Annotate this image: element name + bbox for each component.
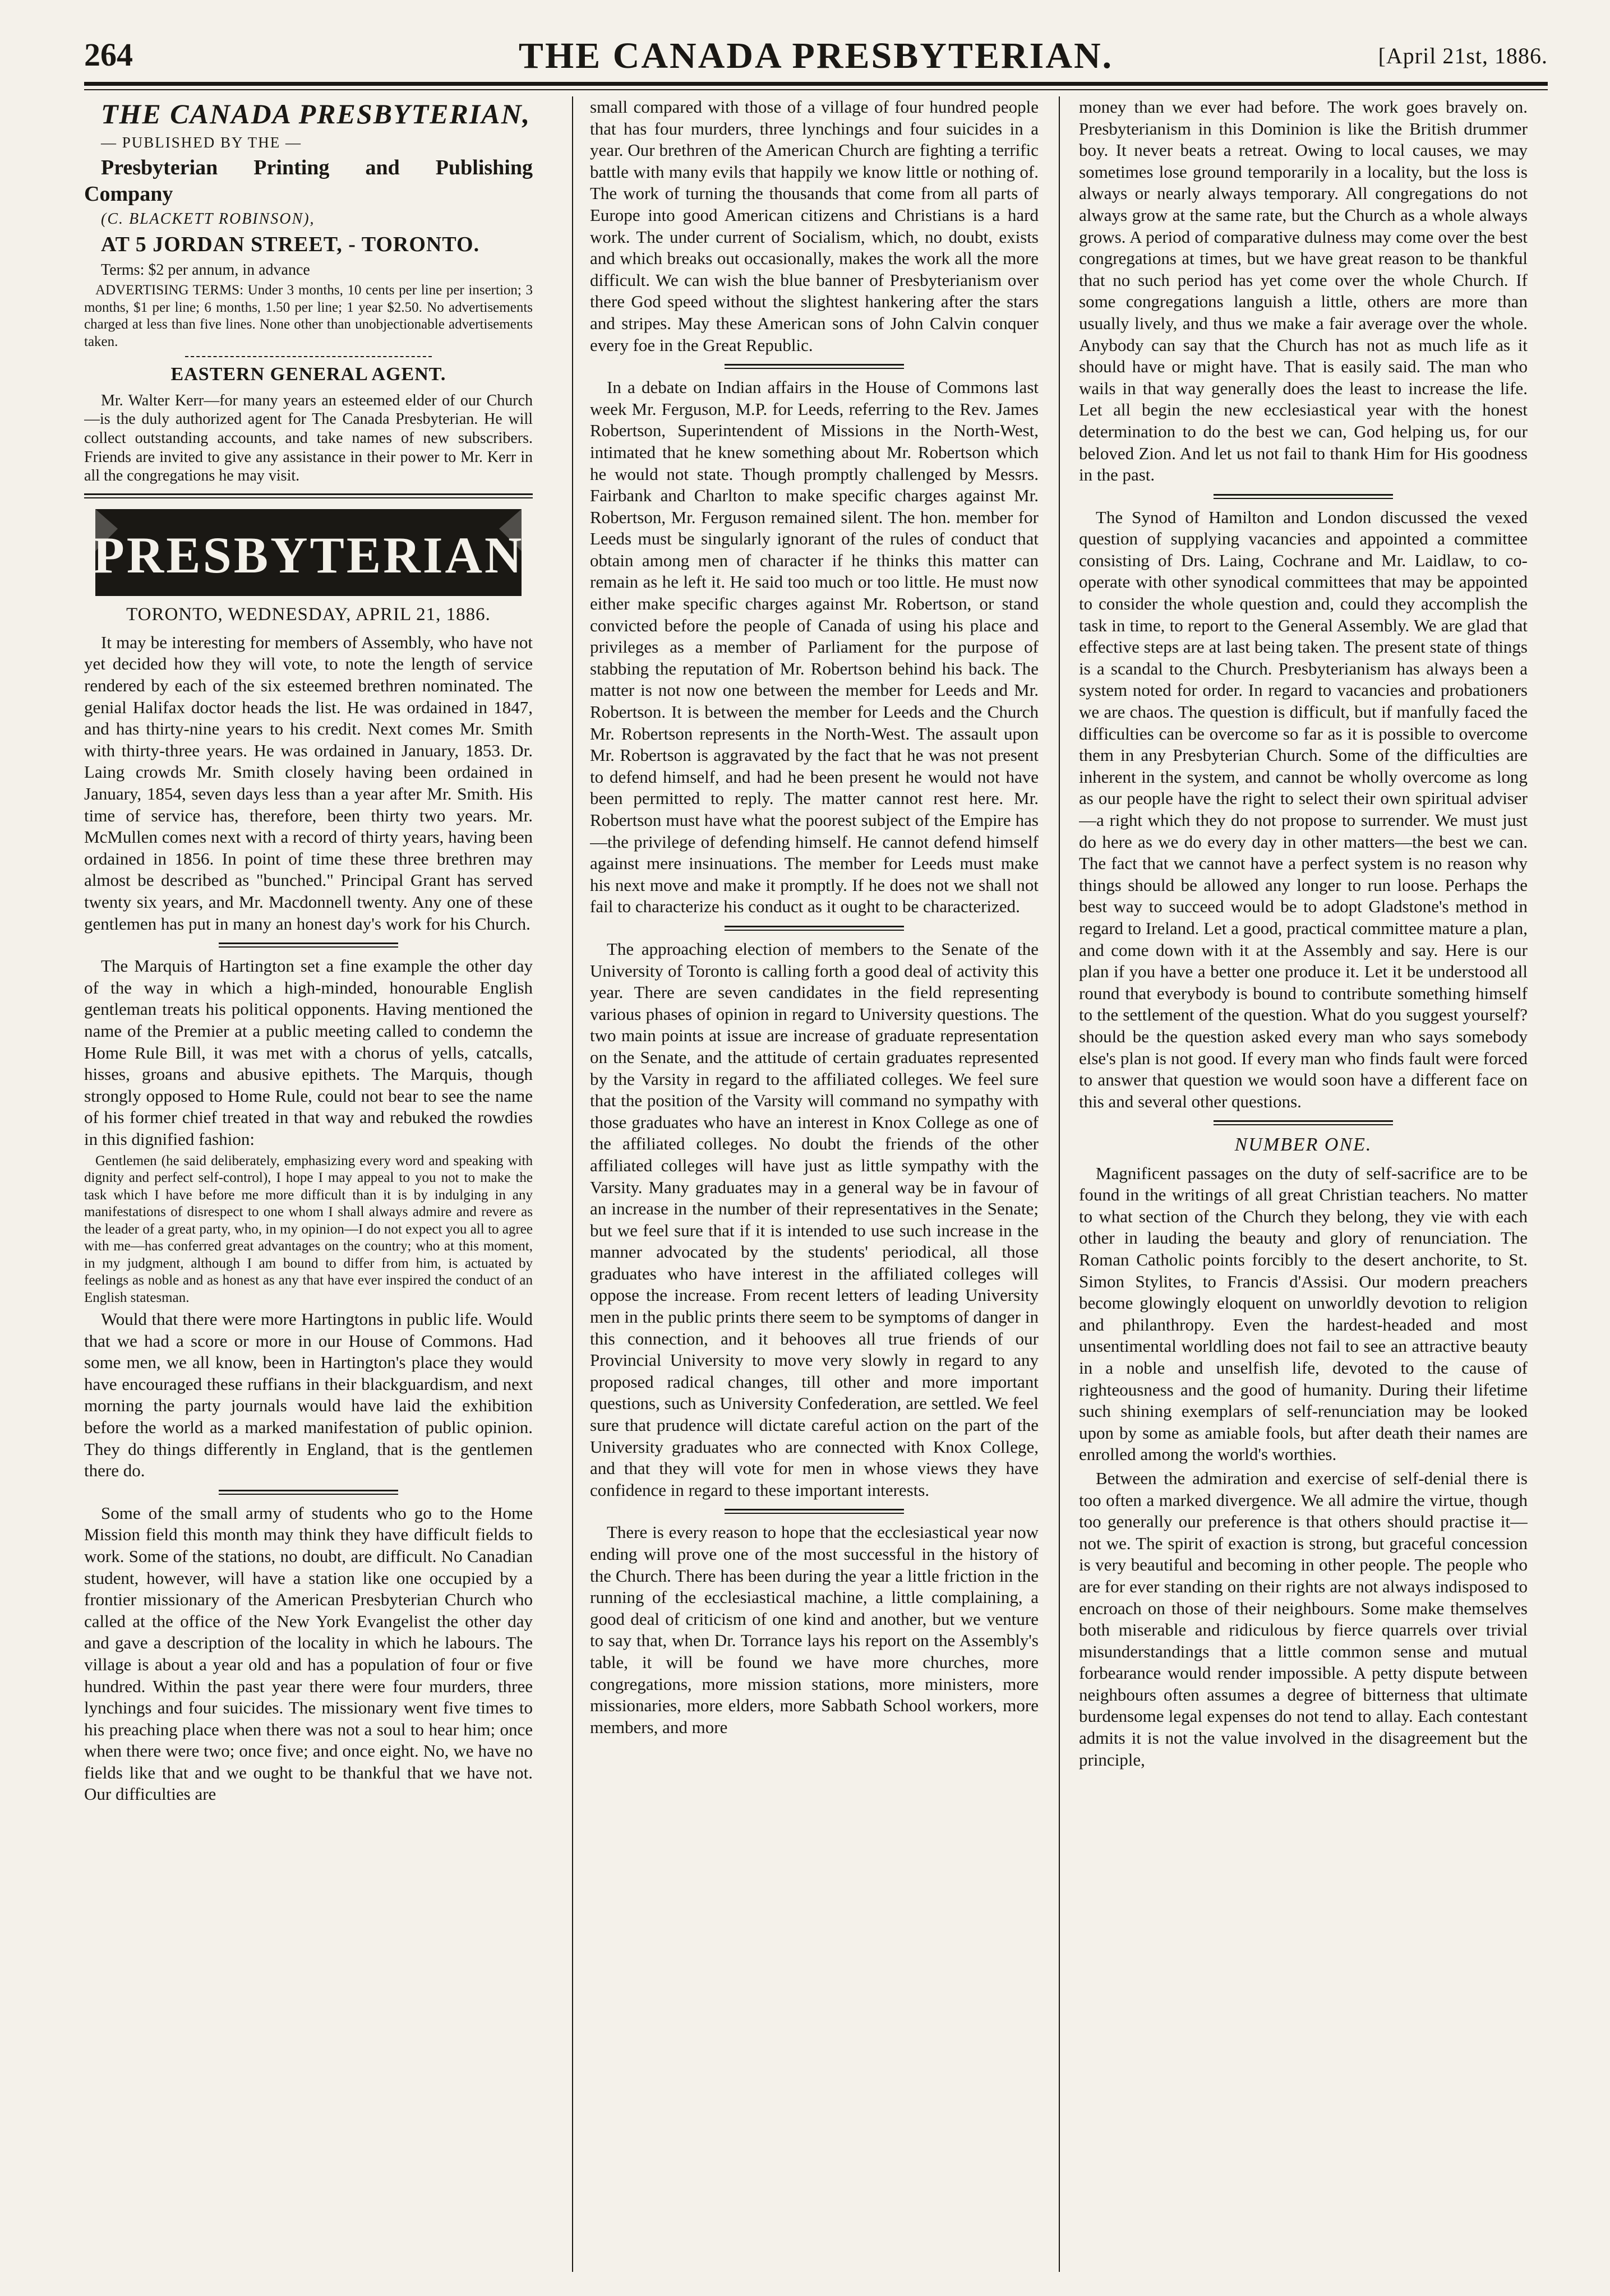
divider bbox=[1214, 494, 1393, 499]
article-number-one-cont: Between the admiration and exercise of self-denial there is too often a marked divergence. We all admire the virtue, though too generally our preference is that others should practise it—not we. The spirit of exaction is strong, but graceful concession is very beautiful and becoming in other people. The people who are for ever standing on their rights are not always indisposed to encroach on those of their neighbours. Some make themselves both miserable and ridiculous by fierce quarrels over trivial misunderstandings that a little common sense and mutual forbearance would render impossible. A petty dispute between neighbours often assumes a degree of bitterness that ultimate burdensome legal expenses do not tend to allay. Each contestant admits it is not the value involved in the disagreement but the principle, bbox=[1079, 1468, 1528, 1770]
header-rule bbox=[84, 82, 1548, 90]
masthead-person: (C. BLACKETT ROBINSON), bbox=[101, 210, 315, 228]
column-divider bbox=[1059, 96, 1060, 2272]
divider bbox=[1214, 1120, 1393, 1125]
article-assembly: It may be interesting for members of Assembly, who have not yet decided how they will vote, to note the length of service rendered by each of the six esteemed brethren nominated. The genial Halifax doctor heads the list. He was ordained in 1847, and has thirty-nine years to his credit. Next comes Mr. Smith with thirty-three years. He was ordained in January, 1853. Dr. Laing crowds Mr. Smith closely having been ordained in January, 1854, seven days less than a year after Mr. Smith. His time of service has, therefore, been thirty two years. Mr. McMullen comes next with a record of thirty years, having been ordained in 1856. In point of time these three brethren may almost be described as "bunched." Principal Grant has served twenty six years, and Mr. Macdonnell twenty. Any one of these gentlemen has put in many an honest day's work for his Church. bbox=[84, 632, 533, 934]
presbyterian-banner bbox=[84, 506, 533, 599]
article-synod: The Synod of Hamilton and London discussed the vexed question of supplying vacancies and appointed a committee consisting of Drs. Laing, Cochrane and Mr. Laidlaw, to co-operate with other synodical committees that may be appointed to consider the whole question and, could they accomplish the task in time, to report to the General Assembly. We are glad that effective steps are at last being taken. The present state of things is a scandal to the Church. Presbyterianism has always been a system noted for order. In regard to vacancies and probationers we are chaos. The question is difficult, but if manfully faced the difficulties can be overcome so far as it is possible to overcome them in any Presbyterian Church. Some of the difficulties are inherent in the system, and cannot be wholly overcome as long as our people have the right to select their own spiritual adviser—a right which they do not propose to surrender. We must just do here as we do every day in other matters—the best we can. The fact that we cannot have a perfect system is no reason why things should be allowed any longer to run loose. Perhaps the best way to succeed would be to adopt Gladstone's method in regard to Ireland. Let a good, practical committee mature a plan, and come down with it at the Assembly and say. Here is our plan if you have a better one produce it. Let it be understood all round that everybody is bound to contribute something himself to the settlement of the question. What do you suggest yourself? should be the question asked every man who says somebody else's plan is not good. If every man who finds fault were forced to answer that question we would soon have a different face on this and several other questions. bbox=[1079, 507, 1528, 1111]
divider bbox=[725, 926, 904, 931]
agent-heading: EASTERN GENERAL AGENT. bbox=[170, 364, 446, 385]
masthead-terms: Terms: $2 per annum, in advance bbox=[101, 261, 310, 279]
article-ecclesiastical-cont: money than we ever had before. The work goes bravely on. Presbyterianism in this Dominion is like the British drummer boy. It never beats a retreat. Owing to local causes, we may sometimes lose ground temporarily in a locality, but the loss is always or nearly always temporary. All congregations do not always grow at the same rate, but the Church as a whole always grows. A period of comparative dulness may come over the best congregations at times, but we have great reason to be thankful that no such period has yet come over the whole Church. If some congregations languish a little, others are more than usually lively, and thus we make a fair average over the whole. Anybody can say that the Church has not as much life as it should have or might have. That is easily said. The man who wails in that way generally does the least to increase the life. Let all begin the new ecclesiastical year with the honest determination to do the best we can, God helping us, for our beloved Zion. And let us not fail to thank Him for His goodness in the past. bbox=[1079, 97, 1528, 485]
masthead-title: THE CANADA PRESBYTERIAN, bbox=[101, 98, 531, 130]
divider bbox=[725, 1509, 904, 1514]
article-university: The approaching election of members to the Senate of the University of Toronto is calling forth a good deal of activity this year. There are seven candidates in the field representing various phases of opinion in regard to University questions. The two main points at issue are increase of graduate representation on the Senate, and the attitude of certain graduates represented by the Varsity in regard to the affiliated colleges. We feel sure that the position of the Varsity will command no sympathy with those graduates who have an interest in Knox College as one of the affiliated colleges. No doubt the friends of the other affiliated colleges will have just as little sympathy with the Varsity. Many graduates may in a general way be in favour of an increase in the number of their representatives in the Senate; but we feel sure that if it is intended to use such increase in the manner advocated by the students' periodical, all those graduates who have interest in the affiliated colleges will oppose the increase. From recent letters of leading University men in the public prints there seem to be symptoms of danger in this connection, and it behooves all true friends of our Provincial University to move very slowly in regard to any proposed radical changes, till other and more important questions, such as University Confederation, are settled. We feel sure that prudence will dictate careful action on the part of the University graduates who are connected with Knox College, and that they will vote for men in whose views they have confidence in regard to these important interests. bbox=[590, 939, 1039, 1500]
article-hartington: The Marquis of Hartington set a fine example the other day of the way in which a high-minded, honourable English gentleman treats his political opponents. Having mentioned the name of the Premier at a public meeting called to condemn the Home Rule Bill, it was met with a chorus of yells, catcalls, hisses, groans and abusive epithets. The Marquis, though strongly opposed to Home Rule, could not bear to see the name of his former chief treated in that way and rebuked the rowdies in this dignified fashion: bbox=[84, 956, 533, 1149]
article-students-cont: small compared with those of a village of four hundred people that has four murders, three lynchings and four suicides in a year. Our brethren of the American Church are fighting a terrific battle with many evils that happily we know little or nothing of. The work of turning the thousands that come from all parts of Europe into good American citizens and Christians is a hard work. The under current of Socialism, which, no doubt, exists and which breaks out occasionally, makes the work all the more difficult. We can wish the blue banner of Presbyterianism over there God speed without the slightest hankering after the stars and stripes. May these American sons of John Calvin conquer every foe in the Great Republic. bbox=[590, 97, 1039, 355]
masthead-company: Presbyterian Printing and Publishing Company bbox=[84, 155, 533, 206]
banner-text: PRESBYTERIAN bbox=[93, 526, 524, 584]
article-indian-affairs: In a debate on Indian affairs in the House of Commons last week Mr. Ferguson, M.P. for Leeds, referring to the Rev. James Robertson, Superintendent of Missions in the North-West, intimated that he knew something about Mr. Robertson which he would not state. Though promptly challenged by Messrs. Fairbank and Charlton to make specific charges against Mr. Robertson, Mr. Ferguson remained silent. The hon. member for Leeds must be singularly ignorant of the rules of conduct that obtain among men of character if he thinks this matter can remain as he left it. He said too much or too little. He must now either make specific charges against Mr. Robertson, or stand convicted before the people of Canada of using his place and privileges as a member of Parliament for the purpose of stabbing the reputation of Mr. Robertson behind his back. The matter is not now one between the member for Leeds and Mr. Robertson. It is between the member for Leeds and the Church Mr. Robertson represents in the North-West. The assault upon Mr. Robertson is aggravated by the fact that he was not present to defend himself, and had he been present he would not have been permitted to reply. The matter cannot rest here. Mr. Robertson must have what the poorest subject of the Empire has—the privilege of defending himself. He cannot defend himself against mere insinuations. The member for Leeds must make his next move and make it promptly. If he does not we shall not fail to characterize his conduct as it ought to be characterized. bbox=[590, 377, 1039, 917]
column-1 bbox=[84, 96, 533, 2277]
dateline: TORONTO, WEDNESDAY, APRIL 21, 1886. bbox=[126, 604, 491, 625]
divider bbox=[725, 364, 904, 369]
divider bbox=[219, 943, 398, 948]
article-ecclesiastical: There is every reason to hope that the ecclesiastical year now ending will prove one of the most successful in the history of the Church. There has been during the year a little friction in the running of the ecclesiastical machine, a little complaining, a good deal of criticism of one kind and another, but we venture to say that, when Dr. Torrance lays his report on the Assembly's table, it will be found we have more churches, more congregations, more mission stations, more ministers, more missionaries, more elders, more Sabbath School workers, more members, and more bbox=[590, 1522, 1039, 1737]
divider bbox=[219, 1490, 398, 1495]
advertising-terms: ADVERTISING TERMS: Under 3 months, 10 cents per line per insertion; 3 months, $1 per line; 6 months, 1.50 per line; 1 year $2.50. No advertisements charged at less than five lines. None other than unobjectionable advertisements taken. bbox=[84, 283, 533, 349]
article-hartington-cont: Would that there were more Hartingtons in public life. Would that we had a score or more in our House of Commons. Had some men, we all know, been in Hartington's place they would have encouraged these ruffians in their blackguardism, and next morning the party journals would have laid the exhibition before the world as a marked manifestation of public opinion. They do things differently in England, that is the gentlemen there do. bbox=[84, 1309, 533, 1481]
newspaper-title: THE CANADA PRESBYTERIAN. bbox=[518, 35, 1114, 76]
column-divider bbox=[572, 96, 573, 2272]
section-heading: NUMBER ONE. bbox=[1234, 1134, 1372, 1156]
column-2 bbox=[590, 96, 1039, 2277]
divider bbox=[84, 493, 533, 498]
masthead-address: AT 5 JORDAN STREET, - TORONTO. bbox=[101, 233, 480, 257]
masthead-published-by: — PUBLISHED BY THE — bbox=[101, 134, 302, 151]
page-header bbox=[84, 35, 1548, 80]
article-students: Some of the small army of students who go to the Home Mission field this month may think they have difficult fields to work. Some of the stations, no doubt, are difficult. No Canadian student, however, will have a station like one occupied by a frontier missionary of the American Presbyterian Church who called at the office of the New York Evangelist the other day and gave a description of the locality in which he labours. The village is about a year old and has a population of four or five hundred. Within the past year there were four murders, three lynchings and four suicides. The missionary went five times to his preaching place when there was not a soul to hear him; once when there were two; once five; and once eight. No, we have no fields like that and we ought to be thankful that we have not. Our difficulties are bbox=[84, 1503, 533, 1804]
page-number: 264 bbox=[84, 36, 133, 73]
article-number-one: Magnificent passages on the duty of self-sacrifice are to be found in the writings of all great Christian teachers. No matter to what section of the Church they belong, they vie with each other in lauding the beauty and glory of renunciation. The Roman Catholic points forcibly to the desert anchorite, to St. Simon Stylites, to Francis d'Assisi. Our modern preachers become glowingly eloquent on unworldly devotion to religion and philanthropy. Even the hardest-headed and most unsentimental worldling does not fail to see an attractive beauty in a noble and unselfish life, devoted to the cause of righteousness and the good of humanity. During their lifetime such shining exemplars of self-renunciation may be looked upon by some as amiable fools, but after death their names are enrolled among the world's worthies. bbox=[1079, 1163, 1528, 1465]
column-3 bbox=[1079, 96, 1528, 2277]
agent-text: Mr. Walter Kerr—for many years an esteemed elder of our Church—is the duly authorized agent for The Canada Presbyterian. He will collect outstanding accounts, and take names of new subscribers. Friends are invited to give any assistance in their power to Mr. Kerr in all the congregations he may visit. bbox=[84, 391, 533, 485]
issue-date: [April 21st, 1886. bbox=[1378, 43, 1548, 68]
divider bbox=[185, 356, 432, 357]
hartington-quote: Gentlemen (he said deliberately, emphasizing every word and speaking with dignity and perfect self-control), I hope I may appeal to you not to make the task which I have before me more difficult than it is by indulging in any manifestations of disrespect to one whom I shall always admire and revere as the leader of a great party, who, in my opinion—I do not expect you all to agree with me—has conferred great advantages on the country; who at this moment, in my judgment, although I am bound to differ from him, is actuated by feelings as noble and as honest as any that have ever inspired the conduct of an English statesman. bbox=[84, 1153, 533, 1305]
